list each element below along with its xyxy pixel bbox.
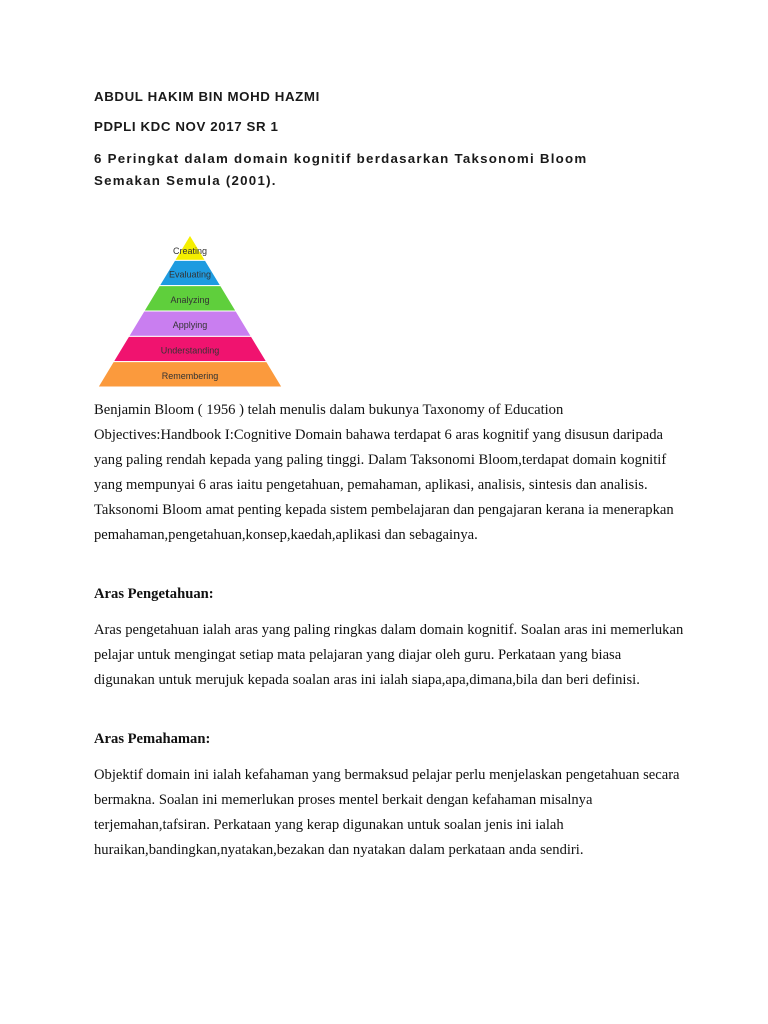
section-title-pemahaman: Aras Pemahaman: — [94, 731, 211, 747]
course-code: PDPLI KDC NOV 2017 SR 1 — [94, 119, 279, 134]
section-title-pengetahuan: Aras Pengetahuan: — [94, 586, 214, 602]
bloom-taxonomy-pyramid — [96, 233, 284, 389]
intro-paragraph: Benjamin Bloom ( 1956 ) telah menulis dalam bukunya Taxonomy of Education Objectives:Handbook I:Cognitive Domain bahawa terdapat 6 aras kognitif yang disusun daripada yang paling rendah kepada yang paling tinggi. Dalam Taksonomi Bloom,terdapat domain kognitif yang mempunyai 6 aras iaitu pengetahuan, pemahaman, aplikasi, analisis, sintesis dan analisis. Taksonomi Bloom amat penting kepada sistem pembelajaran dan pengajaran kerana ia menerapkan pemahaman,pengetahuan,konsep,kaedah,aplikasi dan sebagainya. — [94, 402, 674, 543]
topic-heading: 6 Peringkat dalam domain kognitif berdasarkan Taksonomi Bloom Semakan Semula (2001). — [94, 151, 588, 188]
section-text-pemahaman: Objektif domain ini ialah kefahaman yang bermaksud pelajar perlu menjelaskan pengetahuan secara bermakna. Soalan ini memerlukan proses mentel berkait dengan kefahaman misalnya terjemahan,tafsiran. Perkataan yang kerap digunakan untuk soalan jenis ini ialah huraikan,bandingkan,nyatakan,bezakan dan nyatakan dalam perkataan anda sendiri. — [94, 767, 680, 858]
pyramid-label-analyzing: Analyzing — [170, 294, 210, 305]
pyramid-label-applying: Applying — [172, 320, 208, 331]
pyramid-label-creating: Creating — [172, 246, 208, 257]
pyramid-label-evaluating: Evaluating — [168, 269, 212, 280]
section-text-pengetahuan: Aras pengetahuan ialah aras yang paling ringkas dalam domain kognitif. Soalan aras ini memerlukan pelajar untuk mengingat setiap mata pelajaran yang diajar oleh guru. Perkataan yang biasa digunakan untuk merujuk kepada soalan aras ini ialah siapa,apa,dimana,bila dan beri definisi. — [94, 622, 684, 688]
author-name: ABDUL HAKIM BIN MOHD HAZMI — [94, 89, 320, 104]
pyramid-label-remembering: Remembering — [161, 370, 219, 381]
pyramid-label-understanding: Understanding — [160, 345, 220, 356]
